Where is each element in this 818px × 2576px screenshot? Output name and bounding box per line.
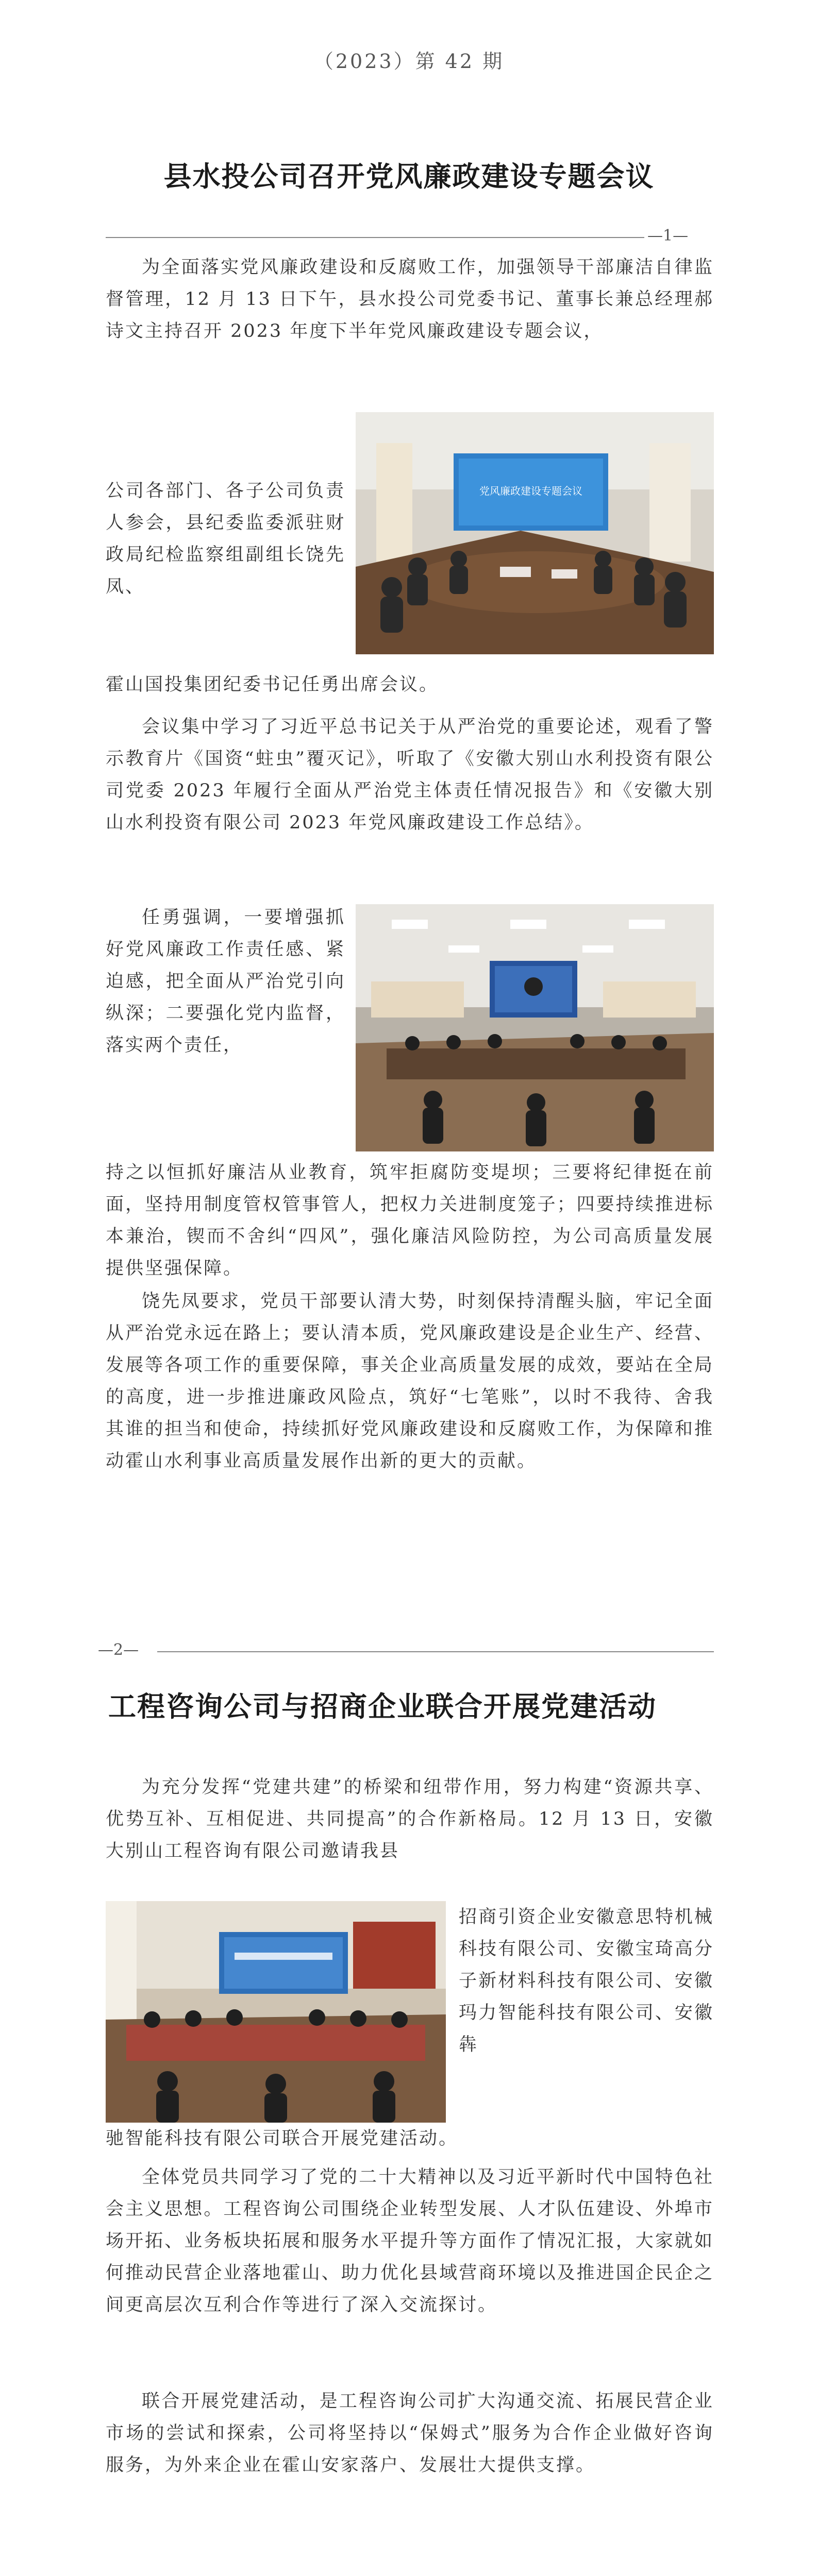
- article1-title: 县水投公司召开党风廉政建设专题会议: [163, 160, 655, 193]
- article1-para4: 饶先凤要求，党员干部要认清大势，时刻保持清醒头脑，牢记全面从严治党永远在路上；要认清本质，党风廉政建设是企业生产、经营、发展等各项工作的重要保障，事关企业高质量发展的成效，要站在全局的高度，进一步推进廉政风险点，筑好“七笔账”，以时不我待、舍我其谁的担当和使命，持续抓好党风廉政建设和反腐败工作，为保障和推动霍山水利事业高质量发展作出新的更大的贡献。: [106, 1291, 714, 1471]
- article1-rule: [106, 237, 644, 238]
- meeting-screen-text: 党风廉政建设专题会议: [479, 485, 582, 497]
- article1-number: —1—: [647, 227, 689, 245]
- article1-para3-tail: 持之以恒抓好廉洁从业教育，筑牢拒腐防变堤坝；三要将纪律挺在前面，坚持用制度管权管事管人，把权力关进制度笼子；四要持续推进标本兼治，锲而不舍纠“四风”，强化廉洁风险防控，为公司高质量发展提供坚强保障。: [106, 1162, 714, 1279]
- article1-intro-tail: 霍山国投集团纪委书记任勇出席会议。: [106, 674, 439, 695]
- article2-number: —2—: [98, 1641, 139, 1659]
- article2-intro: 为充分发挥“党建共建”的桥梁和纽带作用，努力构建“资源共享、优势互补、互相促进、共同提高”的合作新格局。12 月 13 日，安徽大别山工程咨询有限公司邀请我县: [106, 1777, 714, 1861]
- article2-rule: [157, 1651, 714, 1652]
- article1-para2: 会议集中学习了习近平总书记关于从严治党的重要论述，观看了警示教育片《国资“蛀虫”覆灭记》，听取了《安徽大别山水利投资有限公司党委 2023 年履行全面从严治党主体责任情况报告》和《安徽大别山水利投资有限公司 2023 年党风廉政建设工作总结》。: [106, 717, 714, 833]
- article1-intro-wrap: 公司各部门、各子公司负责人参会，县纪委监委派驻财政局纪检监察组副组长饶先凤、: [106, 481, 345, 597]
- issue-number: （2023）第 42 期: [313, 50, 505, 73]
- article2-title: 工程咨询公司与招商企业联合开展党建活动: [108, 1690, 657, 1723]
- article1-para3-wrap: 任勇强调，一要增强抓好党风廉政工作责任感、紧迫感，把全面从严治党引向纵深；二要强化党内监督，落实两个责任，: [106, 907, 345, 1056]
- article2-intro-wrap: 招商引资企业安徽意思特机械科技有限公司、安徽宝琦高分子新材料科技有限公司、安徽玛力智能科技有限公司、安徽犇: [459, 1907, 714, 2055]
- party-building-photo: [106, 1901, 446, 2123]
- article2-intro-tail: 驰智能科技有限公司联合开展党建活动。: [106, 2128, 459, 2149]
- meeting-photo-1: [356, 412, 714, 654]
- article1-intro: 为全面落实党风廉政建设和反腐败工作，加强领导干部廉洁自律监督管理，12 月 13 日下午，县水投公司党委书记、董事长兼总经理郝诗文主持召开 2023 年度下半年党风廉政建设专题会议，: [106, 257, 714, 342]
- meeting-photo-2: [356, 904, 714, 1151]
- article2-para3: 联合开展党建活动，是工程咨询公司扩大沟通交流、拓展民营企业市场的尝试和探索，公司将坚持以“保姆式”服务为合作企业做好咨询服务，为外来企业在霍山安家落户、发展壮大提供支撑。: [106, 2391, 714, 2476]
- article2-para2: 全体党员共同学习了党的二十大精神以及习近平新时代中国特色社会主义思想。工程咨询公司围绕企业转型发展、人才队伍建设、外埠市场开拓、业务板块拓展和服务水平提升等方面作了情况汇报，大家就如何推动民营企业落地霍山、助力优化县域营商环境以及推进国企民企之间更高层次互利合作等进行了深入交流探讨。: [106, 2167, 714, 2315]
